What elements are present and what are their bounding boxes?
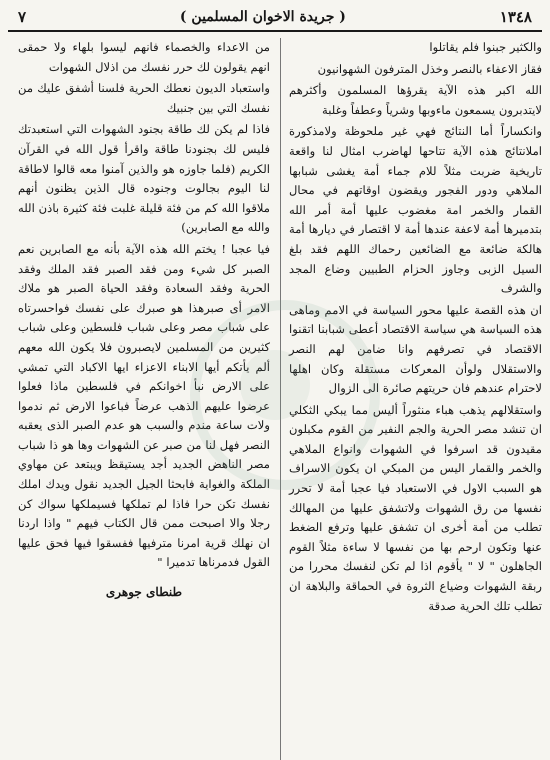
- paragraph: فاذا لم يكن لك طاقة بجنود الشهوات التي استعبدتك فليس لك بجنودنا طاقة واقرأ قول الله في القرآن الكريم (فلما جاوزه هو والذين آمنوا معه قالوا لاطاقة لنا اليوم بجالوت وجنوده قال الذين يظنون أنهم ملاقوا الله كم من فئة قليلة غلبت فئة كثيرة باذن الله والله مع الصابرين): [18, 122, 270, 235]
- header-page-number: ٧: [18, 8, 27, 26]
- paragraph: وانكساراً أما النتائج فهي غير ملحوظة ولامذكورة املانتائج هذه الآية تتاحها لهاضرب امثال لنا واقعة تاريخية ضربت مثلاً للام جماء أمة يغشى شبابها الملاهي ودور الفجور ويقضون اوقاتهم في محال القمار والخمر امة مغضوب عليها أمة أمر الله بتدميرها أمة لاعفة عندها أمة لا اقتصار في ديارها أمة هالكة ضائعة مع الضائعين رحماك اللهم فقد بلغ السيل الزبى وجاوز الحزام الطبيين وضاع المجد والشرف: [289, 124, 542, 296]
- paragraph: فيا عجبا ! يختم الله هذه الآية بأنه مع الصابرين نعم الصبر كل شيء ومن فقد الصبر فقد الملك وفقد الحرية وفقد السعادة وفقد الحياة الصبر هو ملاك الامر أى صبرهذا هو صبرك على نفسك فواحسرتاه على شباب مصر وعلى شباب فلسطين وعلى شباب كثيرين من المسلمين لايصبرون فلا يكون الله معهم ألم يأتكم أيها الابناء الاعزاء ايها الاكباد التي تمشي على الارض نبأ اخوانكم في فلسطين ماذا فعلوا عرضوا عليهم الذهب عرضاً فباعوا الارض ثم ندموا ولات ساعة مندم والسبب هو عدم الصبر الذى يعقبه النصر فهل لنا من صبر عن الشهوات وها هو ذا شباب مصر الناهض الجديد أجد يستيقظ ويبتعد عن مهاوي الملكة والغواية فابحثا الجيل الجديد نقول ويدك املك نفسك تكن حرا فاذا لم تملكها فسيملكها سواك كن رجلا والا اصبحت ممن قال الكتاب فيهم " واذا اردنا ان نهلك قرية امرنا مترفيها ففسقوا فيها فحق عليها القول فدمرناها تدميرا ": [18, 241, 270, 570]
- article-columns: [8, 38, 542, 760]
- paragraph: من الاعداء والخصماء فانهم ليسوا بلهاء ولا حمقى انهم يقولون لك حرر نفسك من اذلال الشهوات: [18, 40, 270, 74]
- page-header: [8, 6, 542, 32]
- column-right: [280, 38, 542, 760]
- paragraph: ان هذه القصة عليها محور السياسة في الامم وماهى هذه السياسة هي سياسة الاقتصاد أعطى شبابنا اتقنوا الاقتصاد في تصرفهم وانا ضامن لهم النصر والاستقلال ولوأن المعركات مستقلة وكان اهلها لاحترام عندهم فان حريتهم صائرة الى الزوال: [289, 302, 542, 396]
- header-year: ١٣٤٨: [499, 8, 532, 26]
- paragraph: الله اكبر هذه الآية يقرؤها المسلمون وأكثرهم لايتدبرون يسمعون ماءوبها وشرياً وعطفاً وغلبة: [289, 83, 542, 117]
- paragraph: واستقلالهم يذهب هباء منثوراً أليس مما يبكي الثكلي ان تنشد مصر الحرية والجم النفير من القوم مكبلون مقيدون قد اسرفوا في الشهوات وانواع الملاهي والخمر والقمار اليس من المبكي ان يكون الاسراف هو السبب الاول في الاستعباد فيا عجبا أمة لا تحرر نفسها من رق الشهوات ولاتشفق عليها من المهالك تطلب من أمة أخرى ان تشفق عليها وترفع الضغط عنها وتكون ارحم بها من نفسها لا ساءة مثلاً القوم الجاهلون " لا " يأقوم اذا لم تكن لنفسك محررا من ربقة الشهوات وضياع الثروة في الحماقة والبلاهة ان تطلب تلك الحرية صدقة: [289, 402, 542, 613]
- header-title: ( جريدة الاخوان المسلمين ): [179, 9, 346, 25]
- paragraph: فقاز الاعفاء بالنصر وخذل المترفون الشهوانيون: [317, 61, 542, 76]
- paragraph: والكثير جبنوا فلم يقاتلوا: [429, 40, 542, 54]
- paragraph: واستعباد الديون نعطك الحرية فلسنا أشفق عليك من نفسك التي بين جنبيك: [18, 81, 270, 115]
- author-signature: طنطاى جوهرى: [105, 585, 183, 600]
- column-left: [18, 38, 280, 760]
